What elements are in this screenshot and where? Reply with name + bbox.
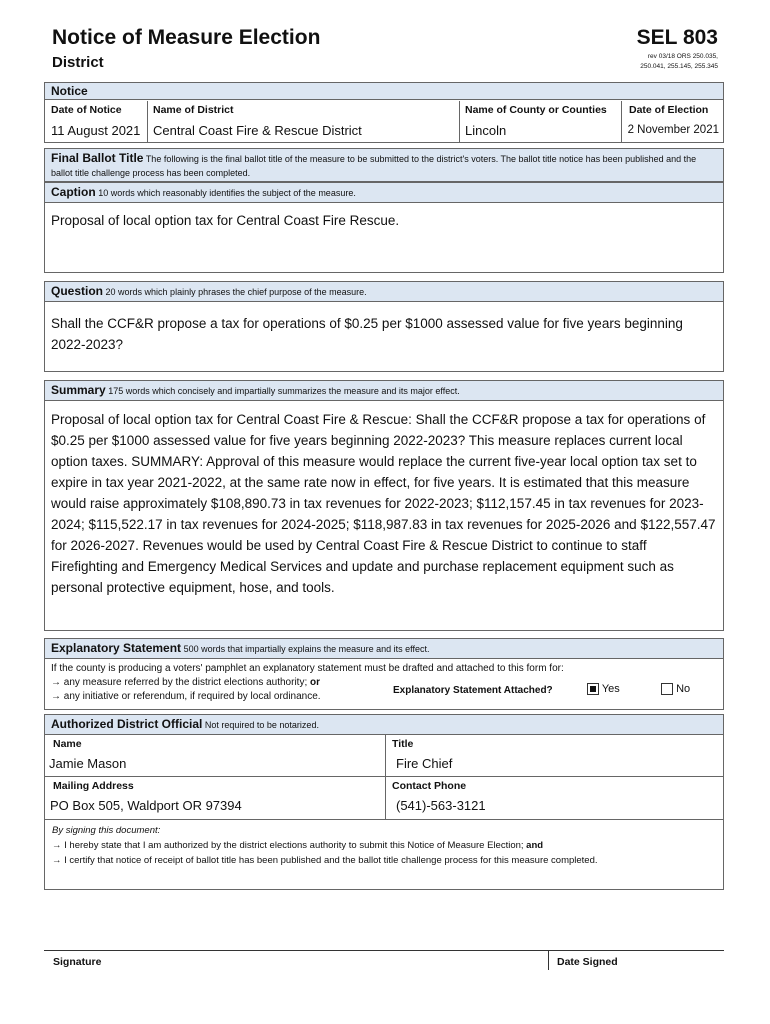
explanatory-label: Explanatory Statement [51, 641, 182, 655]
statement-1: → I hereby state that I am authorized by the district elections authority to submit this Notice of Measure Election; [52, 840, 524, 851]
district-name-label: Name of District [153, 104, 234, 116]
explanatory-line-2-or: or [310, 677, 321, 688]
date-signed-label: Date Signed [557, 956, 618, 968]
explanatory-section [44, 638, 724, 710]
revision-note [598, 52, 718, 72]
caption-label: Caption [51, 185, 96, 199]
explanatory-header [45, 639, 723, 659]
summary-description: 175 words which concisely and impartially summarizes the measure and its major effect. [108, 386, 460, 396]
county-label: Name of County or Counties [465, 104, 607, 116]
title-label: Title [392, 738, 414, 750]
official-section [44, 714, 724, 890]
district-name-cell [147, 101, 460, 142]
question-description: 20 words which plainly phrases the chief purpose of the measure. [105, 287, 367, 297]
notice-section [44, 82, 724, 143]
date-of-notice-cell [45, 101, 148, 142]
name-cell [45, 734, 386, 777]
name-label: Name [53, 738, 82, 750]
attached-yes-checkbox[interactable] [587, 683, 599, 695]
revision-line-2: 250.041, 255.145, 255.345 [640, 63, 718, 70]
county-value[interactable]: Lincoln [465, 123, 507, 138]
title-value[interactable]: Fire Chief [396, 756, 453, 771]
notice-label: Notice [51, 84, 88, 98]
phone-value[interactable]: (541)-563-3121 [396, 798, 486, 813]
summary-section [44, 380, 724, 631]
explanatory-description: 500 words that impartially explains the measure and its effect. [183, 644, 430, 654]
official-header [45, 715, 723, 735]
address-cell [45, 777, 386, 820]
summary-text[interactable]: Proposal of local option tax for Central Coast Fire & Rescue: Shall the CCF&R propose a tax for operations of $0.25 per $1000 assessed value for five years beginning 2022-2023? This measure replaces current local option taxes. SUMMARY: Approval of this measure would replace the current five-year local option tax set to expire in tax year 2021-2022, at the same rate now in effect, for five years. It is estimated that this measure would raise approximately $108,890.73 in tax revenues for 2022-2023; $112,157.45 in tax revenues for 2023-2024; $115,522.17 in tax revenues for 2024-2025; $118,987.83 in tax revenues for 2025-2026 and $122,557.47 for 2026-2027. Revenues would be used by Central Coast Fire & Rescue District to continue to staff Firefighting and Emergency Medical Services and update and purchase replacement equipment such as personal protective equipment, hose, and tools. [51, 412, 716, 595]
official-label: Authorized District Official [51, 717, 203, 731]
revision-line-1: rev 03/18 ORS 250.035, [647, 53, 718, 60]
date-of-notice-value[interactable]: 11 August 2021 [51, 123, 141, 138]
question-label: Question [51, 284, 104, 298]
question-header [45, 282, 723, 302]
caption-section [44, 182, 724, 273]
question-section [44, 281, 724, 372]
date-of-notice-label: Date of Notice [51, 104, 122, 116]
name-value[interactable]: Jamie Mason [49, 756, 127, 771]
official-description: Not required to be notarized. [204, 720, 319, 730]
explanatory-line-2: → any measure referred by the district elections authority; [51, 677, 308, 688]
title-cell [385, 734, 723, 777]
question-text[interactable]: Shall the CCF&R propose a tax for operations of $0.25 per $1000 assessed value for five years beginning 2022-2023? [51, 316, 683, 352]
election-date-cell [621, 101, 723, 142]
statement-2: → I certify that notice of receipt of ballot title has been published and the ballot title challenge process for this measure completed. [52, 855, 598, 866]
statement-attached-label: Explanatory Statement Attached? [393, 685, 553, 696]
address-value[interactable]: PO Box 505, Waldport OR 97394 [50, 798, 242, 813]
signature-line [44, 950, 724, 951]
attached-yes-label: Yes [601, 683, 620, 695]
form-title: Notice of Measure Election [52, 26, 321, 49]
phone-cell [385, 777, 723, 820]
ballot-title-header [45, 149, 723, 182]
signing-intro: By signing this document: [52, 825, 161, 836]
notice-grid [45, 101, 723, 142]
statement-1-and: and [526, 840, 544, 851]
signature-label: Signature [53, 956, 102, 968]
ballot-title-label: Final Ballot Title [51, 151, 144, 165]
form-subtitle: District [52, 54, 104, 71]
signature-field[interactable] [44, 910, 544, 948]
phone-label: Contact Phone [392, 780, 467, 792]
notice-header [45, 83, 723, 100]
explanatory-line-1: If the county is producing a voters' pamphlet an explanatory statement must be drafted and attached to this form for: [51, 663, 564, 674]
attached-no-option[interactable] [661, 683, 690, 695]
summary-header [45, 381, 723, 401]
caption-text[interactable]: Proposal of local option tax for Central Coast Fire Rescue. [51, 213, 400, 228]
ballot-title-section [44, 148, 724, 182]
ballot-title-description: The following is the final ballot title of the measure to be submitted to the district's voters. The ballot title notice has been published and the ballot title challenge process has been completed. [51, 154, 697, 178]
attached-no-label: No [676, 683, 691, 695]
explanatory-instructions [51, 662, 564, 704]
summary-label: Summary [51, 383, 106, 397]
explanatory-line-3: → any initiative or referendum, if required by local ordinance. [51, 691, 321, 702]
address-label: Mailing Address [53, 780, 134, 792]
election-date-value[interactable]: 2 November 2021 [627, 124, 719, 136]
signing-statements [52, 823, 712, 868]
district-name-value[interactable]: Central Coast Fire & Rescue District [153, 123, 362, 138]
date-signed-field[interactable] [552, 910, 722, 948]
election-date-label: Date of Election [629, 104, 709, 116]
attached-yes-option[interactable] [587, 683, 620, 695]
form-number: SEL 803 [636, 26, 718, 49]
attached-no-checkbox[interactable] [661, 683, 673, 695]
county-cell [459, 101, 622, 142]
caption-header [45, 183, 723, 203]
signature-divider [548, 950, 549, 970]
caption-description: 10 words which reasonably identifies the subject of the measure. [98, 188, 356, 198]
